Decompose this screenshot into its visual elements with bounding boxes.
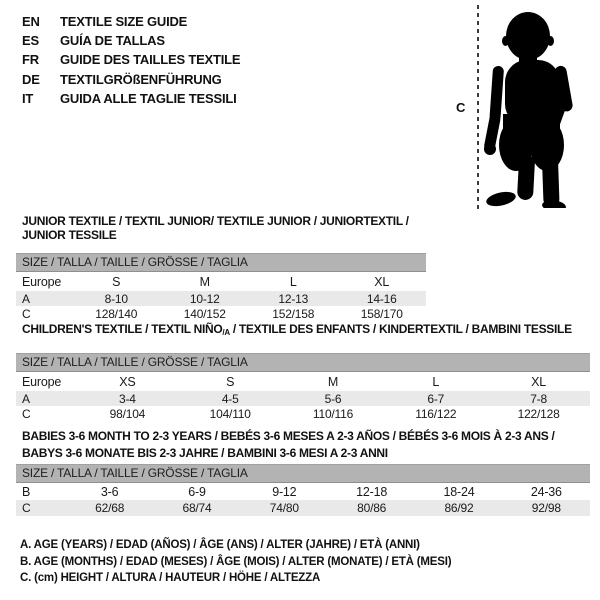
language-row <box>22 89 240 108</box>
table-row <box>16 272 426 291</box>
babies-size-table <box>16 464 590 516</box>
size-cell: M <box>199 274 210 289</box>
language-label: TEXTILE SIZE GUIDE <box>60 14 188 29</box>
language-row <box>22 31 240 50</box>
size-cell: 122/128 <box>517 406 560 421</box>
language-label: GUIDE DES TAILLES TEXTILE <box>60 52 241 68</box>
babies-section-title-line1: BABIES 3-6 MONTH TO 2-3 YEARS / BEBÉS 3-6 MESES A 2-3 AÑOS / BÉBÉS 3-6 MOIS À 2-3 ANS / <box>22 429 555 443</box>
size-cell: 8-10 <box>104 291 128 306</box>
size-header-band: SIZE / TALLA / TAILLE / GRÖSSE / TAGLIA <box>16 464 590 483</box>
size-cell: 24-36 <box>530 484 562 499</box>
size-cell: 80/86 <box>357 501 387 515</box>
table-row <box>16 291 426 306</box>
size-cell: 158/170 <box>360 306 403 321</box>
row-label: B <box>22 484 31 499</box>
language-code: FR <box>22 52 39 68</box>
size-cell: 10-12 <box>189 291 220 306</box>
row-label: C <box>22 501 31 515</box>
row-label: C <box>22 306 31 321</box>
size-cell: 9-12 <box>272 484 297 499</box>
size-cell: 140/152 <box>183 306 226 321</box>
children-size-table <box>16 353 590 421</box>
size-figure <box>450 0 600 216</box>
language-code: DE <box>22 71 40 87</box>
size-cell: 104/110 <box>209 406 251 421</box>
row-label: A <box>22 391 30 406</box>
size-cell: XL <box>374 274 390 289</box>
title-subscript: /A <box>222 328 230 337</box>
size-cell: 110/116 <box>312 406 354 421</box>
table-row <box>16 483 590 500</box>
table-row <box>16 306 426 321</box>
language-code: EN <box>22 14 40 29</box>
row-label: Europe <box>22 274 62 289</box>
size-cell: S <box>112 274 121 289</box>
size-header-band: SIZE / TALLA / TAILLE / GRÖSSE / TAGLIA <box>16 353 590 372</box>
footnotes <box>20 537 451 587</box>
size-cell: 14-16 <box>366 291 397 306</box>
table-row <box>16 391 590 406</box>
language-row <box>22 12 240 31</box>
language-code: IT <box>22 90 34 106</box>
size-cell: 6-9 <box>188 484 206 499</box>
size-cell: 3-6 <box>100 484 119 499</box>
size-header-band: SIZE / TALLA / TAILLE / GRÖSSE / TAGLIA <box>16 253 426 272</box>
size-cell: 98/104 <box>109 406 146 421</box>
size-cell: 152/158 <box>272 306 315 321</box>
footnote: C. (cm) HEIGHT / ALTURA / HAUTEUR / HÖHE / ALTEZZA <box>20 572 321 584</box>
language-code: ES <box>22 33 39 49</box>
size-cell: XS <box>119 374 136 389</box>
size-cell: 74/80 <box>269 501 299 515</box>
language-label: TEXTILGRÖßENFÜHRUNG <box>60 71 222 87</box>
size-cell: 5-6 <box>324 391 342 406</box>
language-row <box>22 50 240 69</box>
size-cell: XL <box>531 374 547 389</box>
size-cell: 7-8 <box>530 391 547 406</box>
table-row <box>16 500 590 516</box>
size-cell: 116/122 <box>415 406 457 421</box>
babies-section <box>16 429 590 516</box>
size-cell: M <box>327 374 339 389</box>
children-section-title: CHILDREN'S TEXTILE / TEXTIL NIÑO/A / TEXTILE DES ENFANTS / KINDERTEXTIL / BAMBINI TESSILE <box>22 322 572 337</box>
language-header <box>22 12 240 108</box>
language-label: GUÍA DE TALLAS <box>60 33 165 49</box>
toddler-silhouette-icon <box>483 10 573 208</box>
size-cell: 18-24 <box>443 484 475 499</box>
size-cell: 128/140 <box>95 306 138 321</box>
row-label: A <box>22 291 30 306</box>
size-cell: S <box>226 374 235 389</box>
size-cell: 86/92 <box>444 501 474 515</box>
height-measure-label: C <box>456 100 466 115</box>
size-cell: 4-5 <box>221 391 239 406</box>
language-label: GUIDA ALLE TAGLIE TESSILI <box>60 90 237 106</box>
footnote: B. AGE (MONTHS) / EDAD (MESES) / ÂGE (MOIS) / ALTER (MONATE) / ETÀ (MESI) <box>20 555 452 568</box>
size-cell: 6-7 <box>427 391 445 406</box>
table-row <box>16 406 590 421</box>
size-cell: L <box>289 274 297 289</box>
size-cell: L <box>432 374 440 389</box>
footnote: A. AGE (YEARS) / EDAD (AÑOS) / ÂGE (ANS) / ALTER (JAHRE) / ETÀ (ANNI) <box>20 539 420 551</box>
row-label: C <box>22 406 31 421</box>
babies-section-title-line2: BABYS 3-6 MONATE BIS 2-3 JAHRE / BAMBINI 3-6 MESI A 2-3 ANNI <box>22 446 388 460</box>
size-cell: 62/68 <box>95 501 125 515</box>
size-cell: 12-18 <box>356 484 388 499</box>
junior-size-table <box>16 253 426 321</box>
size-cell: 68/74 <box>182 501 212 515</box>
size-cell: 92/98 <box>531 501 561 515</box>
size-cell: 3-4 <box>119 391 136 406</box>
junior-section <box>16 214 426 321</box>
row-label: Europe <box>22 374 62 389</box>
junior-section-title: JUNIOR TEXTILE / TEXTIL JUNIOR/ TEXTILE JUNIOR / JUNIORTEXTIL / JUNIOR TESSILE <box>22 214 409 242</box>
language-row <box>22 70 240 89</box>
height-measure-line <box>476 5 480 209</box>
table-row <box>16 372 590 391</box>
size-cell: 12-13 <box>278 291 309 306</box>
children-section <box>16 322 590 421</box>
